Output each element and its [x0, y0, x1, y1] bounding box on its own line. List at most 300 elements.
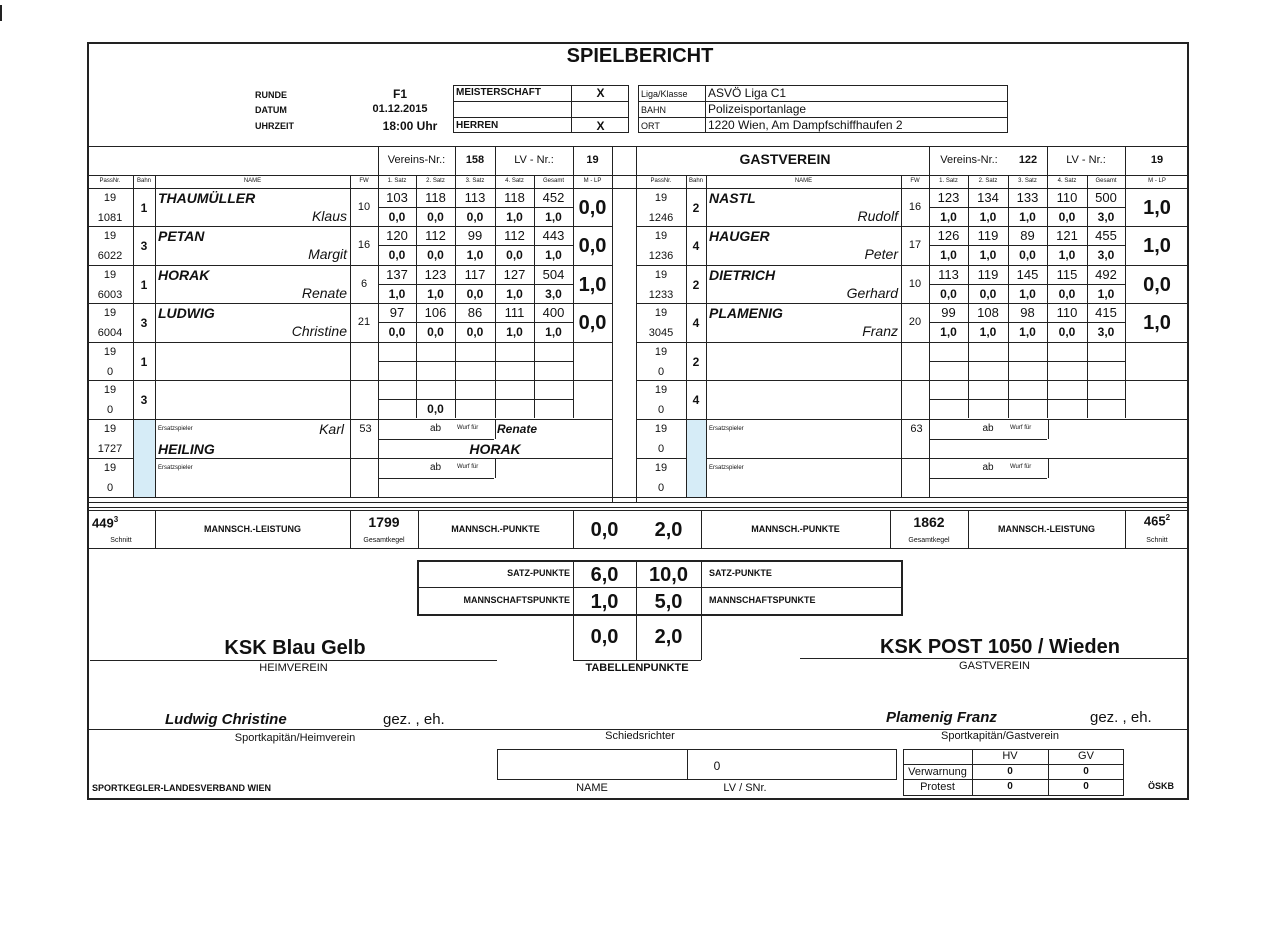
player-mlp: 1,0 [1143, 312, 1171, 334]
satz-guest: 10,0 [649, 564, 688, 586]
column-header: 2. Satz [978, 178, 998, 184]
grid-line [87, 458, 612, 459]
home-punkte-label: MANNSCH.-PUNKTE [451, 524, 540, 534]
liga-label: Liga/Klasse [641, 89, 688, 99]
referee-name-label: NAME [576, 782, 608, 794]
satz-score: 443 [542, 228, 565, 243]
player-firstname: Renate [301, 285, 347, 301]
satz-score: 127 [503, 267, 526, 282]
grid-line [901, 175, 902, 188]
grid-line [87, 342, 612, 343]
grid-line [929, 284, 1125, 285]
grid-line [636, 380, 1189, 381]
grid-line [416, 175, 417, 188]
herren-mark: X [596, 119, 605, 133]
sub-lastname: HEILING [158, 441, 215, 457]
satz-point: 0,0 [466, 287, 484, 301]
player-bahn: 4 [692, 316, 700, 330]
player-firstname: Franz [862, 323, 898, 339]
player-fw: 10 [357, 201, 371, 213]
satz-point: 0,0 [940, 287, 957, 301]
guest-schnitt [1125, 514, 1189, 527]
empty-lv: 19 [103, 384, 117, 396]
player-firstname: Gerhard [846, 285, 898, 301]
player-lastname: NASTL [709, 190, 756, 206]
satz-point: 1,0 [940, 248, 957, 262]
satz-point: 0,0 [427, 248, 444, 262]
satz-point: 0,0 [1019, 248, 1036, 262]
satz-point: 1,0 [1019, 325, 1036, 339]
satz-score: 120 [386, 228, 408, 243]
satz-score: 117 [464, 267, 486, 282]
guest-schnitt-value: 465 [1143, 513, 1166, 529]
player-mlp: 1,0 [578, 274, 607, 296]
grid-line [378, 361, 573, 362]
satz-point: 0,0 [466, 210, 484, 224]
guest-club-label: GASTVEREIN [959, 660, 1030, 672]
ersatz-bahn-cell [687, 420, 706, 497]
player-lv: 19 [103, 192, 117, 204]
satz-score: 415 [1095, 305, 1117, 320]
verwarnung-gv: 0 [1083, 766, 1089, 777]
guest-punkte: 2,0 [654, 519, 683, 541]
guest-club: KSK POST 1050 / Wieden [880, 636, 1120, 658]
datum-label: DATUM [255, 105, 287, 115]
column-header: Bahn [688, 178, 703, 184]
satz-point: 1,0 [545, 248, 562, 262]
satz-score: 98 [1020, 305, 1035, 320]
home-schnitt-label: Schnitt [110, 537, 132, 544]
satz-score: 112 [504, 228, 525, 243]
grid-line [378, 478, 494, 479]
satz-point: 0,0 [979, 287, 997, 301]
grid-line [636, 265, 1189, 266]
satz-score: 110 [1056, 305, 1078, 320]
grid-line [686, 175, 687, 188]
satz-point: 0,0 [388, 210, 406, 224]
satz-point: 1,0 [979, 248, 997, 262]
empty-bahn: 4 [692, 393, 700, 407]
meisterschaft-label: MEISTERSCHAFT [456, 87, 541, 98]
referee-lv-label: LV / SNr. [723, 782, 767, 794]
guest-captain: Plamenig Franz [886, 709, 997, 726]
home-vereins-nr: 158 [465, 154, 485, 166]
satz-score: 134 [977, 190, 999, 205]
sub-passnr: 0 [657, 482, 665, 494]
empty-lv: 19 [654, 346, 668, 358]
grid-line [378, 207, 573, 208]
ab-label: ab [429, 462, 442, 473]
grid-line [636, 226, 1189, 227]
guest-header: GASTVEREIN [739, 151, 831, 167]
grid-line [495, 459, 496, 478]
player-bahn: 2 [692, 278, 700, 292]
satz-point: 0,0 [388, 325, 406, 339]
satz-point: 1,0 [545, 325, 562, 339]
meisterschaft-mark: X [596, 86, 605, 100]
satz-score: 504 [542, 267, 565, 282]
player-fw: 21 [357, 316, 371, 328]
bahn-label: BAHN [641, 105, 667, 115]
grid-line [929, 175, 930, 188]
runde-label: RUNDE [255, 90, 288, 100]
grid-line [706, 175, 707, 188]
home-gez: gez. , eh. [383, 711, 445, 728]
home-schnitt [92, 516, 118, 529]
mp-guest: 5,0 [654, 591, 683, 613]
player-passnr: 1233 [648, 289, 674, 301]
grid-line [133, 175, 134, 188]
player-firstname: Rudolf [857, 208, 898, 224]
empty-bahn: 1 [140, 355, 148, 369]
grid-line [1087, 175, 1088, 188]
grid-line [155, 175, 156, 188]
empty-passnr: 0 [106, 366, 114, 378]
wurf-label: Wurf für [1010, 464, 1032, 470]
ersatz-label: Ersatzspieler [709, 426, 744, 432]
player-lv: 19 [654, 269, 668, 281]
player-mlp: 1,0 [1143, 235, 1171, 257]
ort-label: ORT [641, 121, 660, 131]
guest-schnitt-rank: 2 [1165, 513, 1171, 522]
ort-value: 1220 Wien, Am Dampfschiffhaufen 2 [708, 118, 903, 132]
player-lastname: PLAMENIG [709, 305, 783, 321]
grid-line [686, 188, 687, 497]
player-firstname: Margit [308, 246, 347, 262]
sub-wurf: 53 [359, 423, 372, 435]
satz-score: 137 [386, 267, 408, 282]
satz-point: 3,0 [1097, 248, 1115, 262]
grid-line [87, 265, 612, 266]
guest-captain-label: Sportkapitän/Gastverein [940, 730, 1059, 742]
satz-point: 0,0 [427, 325, 444, 339]
guest-leistung-label: MANNSCH.-LEISTUNG [998, 524, 1095, 534]
grid-line [636, 419, 1189, 420]
guest-lv-label: LV - Nr.: [1066, 154, 1106, 166]
player-fw: 10 [908, 278, 922, 290]
grid-line [350, 175, 351, 188]
footer-left: SPORTKEGLER-LANDESVERBAND WIEN [92, 783, 272, 793]
home-lv-nr: 19 [586, 154, 599, 166]
grid-line [378, 284, 573, 285]
player-lastname: LUDWIG [158, 305, 215, 321]
player-mlp: 0,0 [578, 235, 607, 257]
herren-label: HERREN [456, 120, 499, 131]
satz-score: 455 [1095, 228, 1117, 243]
satz-score: 118 [425, 190, 446, 205]
satz-score: 113 [464, 190, 486, 205]
satz-score: 123 [937, 190, 960, 205]
satz-score: 118 [504, 190, 525, 205]
home-club-label: HEIMVEREIN [259, 662, 328, 674]
satz-score: 86 [467, 305, 483, 320]
satz-score: 145 [1016, 267, 1039, 282]
player-lv: 19 [654, 192, 668, 204]
grid-line [573, 175, 574, 188]
column-header: FW [359, 178, 369, 184]
player-fw: 17 [908, 239, 922, 251]
grid-line [1008, 175, 1009, 188]
protest-label: Protest [920, 781, 955, 793]
footer-right: ÖSKB [1148, 781, 1175, 791]
grid-line [534, 175, 535, 188]
satz-score: 99 [941, 305, 956, 320]
protest-gv: 0 [1083, 781, 1089, 792]
satz-point: 1,0 [506, 210, 523, 224]
home-club: KSK Blau Gelb [224, 637, 366, 659]
grid-line [929, 478, 1047, 479]
column-header: Bahn [136, 178, 151, 184]
satz-score: 492 [1095, 267, 1117, 282]
satz-point: 0,0 [466, 325, 484, 339]
grid-line [133, 188, 134, 497]
grid-line [1125, 175, 1126, 188]
home-captain: Ludwig Christine [165, 711, 287, 728]
guest-vereins-label: Vereins-Nr.: [940, 154, 998, 166]
column-header: PassNr. [99, 178, 121, 184]
ab-label: ab [982, 462, 994, 473]
player-mlp: 0,0 [578, 312, 607, 334]
grid-line [636, 303, 1189, 304]
player-mlp: 0,0 [578, 197, 607, 219]
guest-schnitt-label: Schnitt [1146, 537, 1168, 544]
grid-line [495, 420, 496, 439]
guest-gez: gez. , eh. [1090, 709, 1152, 726]
schiri-label: Schiedsrichter [605, 730, 675, 742]
ersatz-bahn-cell [134, 420, 155, 497]
satz-score: 113 [938, 267, 959, 282]
satz-point: 1,0 [466, 248, 484, 262]
player-passnr: 6022 [97, 250, 123, 262]
column-header: NAME [243, 178, 262, 184]
satz-point: 0,0 [427, 210, 444, 224]
satz-point: 0,0 [506, 248, 523, 262]
column-header: 1. Satz [387, 178, 407, 184]
satz-point: 1,0 [979, 325, 997, 339]
player-fw: 6 [360, 278, 368, 290]
player-bahn: 1 [140, 278, 148, 292]
satz-score: 111 [504, 305, 525, 320]
satz-point: 0,0 [388, 248, 406, 262]
column-header: 3. Satz [465, 178, 485, 184]
home-leistung-label: MANNSCH.-LEISTUNG [204, 524, 301, 534]
sub-for-first: Renate [497, 422, 538, 436]
sub-passnr: 1727 [97, 443, 123, 455]
player-passnr: 1081 [97, 212, 123, 224]
wurf-label: Wurf für [1010, 425, 1032, 431]
satz-point: 1,0 [940, 325, 957, 339]
ersatz-label: Ersatzspieler [709, 465, 744, 471]
bahn-value: Polizeisportanlage [708, 102, 807, 116]
column-header: NAME [794, 178, 813, 184]
column-header: 3. Satz [1018, 178, 1037, 184]
player-lv: 19 [654, 230, 668, 242]
empty-bahn: 3 [140, 393, 148, 407]
player-lastname: DIETRICH [709, 267, 776, 283]
grid-line [87, 303, 612, 304]
runde-value: F1 [392, 87, 407, 101]
sub-lv: 19 [103, 423, 117, 435]
satz-point: 0,0 [1058, 325, 1076, 339]
player-fw: 16 [357, 239, 371, 251]
column-header: 4. Satz [1057, 178, 1077, 184]
satz-point: 1,0 [940, 210, 957, 224]
column-header: Gesamt [542, 178, 564, 184]
satz-point: 1,0 [1019, 210, 1036, 224]
satz-point: 1,0 [979, 210, 997, 224]
grid-line [378, 399, 573, 400]
guest-punkte-label: MANNSCH.-PUNKTE [751, 524, 840, 534]
player-bahn: 1 [140, 201, 148, 215]
grid-line [929, 207, 1125, 208]
tp-label: TABELLENPUNKTE [585, 662, 689, 674]
satz-score: 126 [937, 228, 960, 243]
satz-score: 123 [424, 267, 447, 282]
grid-line [929, 245, 1125, 246]
player-lastname: HORAK [158, 267, 210, 283]
satz-score: 119 [977, 267, 999, 282]
sub-lv: 19 [103, 462, 117, 474]
player-lastname: THAUMÜLLER [158, 190, 256, 206]
player-firstname: Klaus [311, 208, 347, 224]
verwarnung-label: Verwarnung [908, 766, 967, 778]
tp-guest: 2,0 [654, 626, 683, 648]
satz-score: 106 [424, 305, 447, 320]
sub-lv: 19 [654, 423, 668, 435]
grid-line [929, 322, 1125, 323]
player-bahn: 3 [140, 239, 148, 253]
sub-lv: 19 [654, 462, 668, 474]
sub-wurf: 63 [910, 423, 923, 435]
column-header: FW [910, 178, 920, 184]
grid-line [378, 322, 573, 323]
satz-point: 1,0 [506, 287, 523, 301]
hv-label: HV [1002, 750, 1018, 762]
mp-label-home: MANNSCHAFTSPUNKTE [463, 595, 570, 605]
column-header: 1. Satz [939, 178, 958, 184]
satz-score: 452 [542, 190, 565, 205]
uhrzeit-label: UHRZEIT [255, 121, 294, 131]
satz-score: 97 [389, 305, 405, 320]
player-firstname: Peter [864, 246, 898, 262]
satz-point: 1,0 [388, 287, 406, 301]
player-lastname: HAUGER [709, 228, 770, 244]
gv-label: GV [1078, 750, 1094, 762]
referee-lv-value: 0 [713, 759, 721, 773]
satz-point: 1,0 [506, 325, 523, 339]
satz-score: 115 [1056, 267, 1078, 282]
sub-firstname: Karl [319, 421, 344, 437]
satz-score: 110 [1056, 190, 1078, 205]
empty-passnr: 0 [657, 404, 665, 416]
player-lv: 19 [103, 269, 117, 281]
satz-score: 400 [542, 305, 565, 320]
satz-score: 108 [977, 305, 999, 320]
player-passnr: 6003 [97, 289, 123, 301]
home-gesamtkegel-label: Gesamtkegel [363, 537, 405, 544]
satz-point: 3,0 [1097, 210, 1115, 224]
empty-lv: 19 [654, 384, 668, 396]
empty-passnr: 0 [106, 404, 114, 416]
column-header: M - LP [1148, 178, 1166, 184]
home-gesamtkegel: 1799 [368, 514, 400, 530]
guest-vereins-nr: 122 [1018, 154, 1038, 166]
ab-label: ab [982, 423, 994, 434]
player-fw: 16 [908, 201, 922, 213]
tp-home: 0,0 [590, 626, 619, 648]
satz-score: 103 [386, 190, 408, 205]
player-passnr: 3045 [648, 327, 674, 339]
satz-point: 3,0 [545, 287, 562, 301]
uhrzeit-value: 18:00 Uhr [382, 119, 438, 133]
player-lv: 19 [654, 307, 668, 319]
player-passnr: 1246 [648, 212, 674, 224]
ersatz-label: Ersatzspieler [158, 426, 193, 432]
datum-value: 01.12.2015 [372, 103, 428, 115]
satz-score: 89 [1020, 228, 1035, 243]
player-passnr: 6004 [97, 327, 123, 339]
home-punkte: 0,0 [590, 519, 619, 541]
home-lv-label: LV - Nr.: [514, 154, 554, 166]
player-lastname: PETAN [158, 228, 205, 244]
grid-line [1048, 420, 1049, 439]
satz-score: 99 [467, 228, 483, 243]
empty-extra: 0,0 [427, 402, 444, 416]
grid-line [87, 380, 612, 381]
grid-line [929, 361, 1125, 362]
home-schnitt-value: 449 [92, 515, 114, 531]
player-lv: 19 [103, 230, 117, 242]
grid-line [929, 399, 1125, 400]
satz-point: 0,0 [1058, 210, 1076, 224]
player-mlp: 1,0 [1143, 197, 1171, 219]
satz-point: 1,0 [1097, 287, 1115, 301]
player-firstname: Christine [291, 323, 347, 339]
grid-line [378, 175, 379, 188]
player-lv: 19 [103, 307, 117, 319]
satz-score: 121 [1056, 228, 1078, 243]
satz-point: 0,0 [1058, 287, 1076, 301]
mp-label-guest: MANNSCHAFTSPUNKTE [709, 595, 816, 605]
protest-hv: 0 [1007, 781, 1013, 792]
sub-for-last: HORAK [469, 441, 521, 457]
grid-line [968, 175, 969, 188]
player-mlp: 0,0 [1143, 274, 1171, 296]
wurf-label: Wurf für [457, 425, 479, 431]
mp-home: 1,0 [590, 591, 619, 613]
grid-line [636, 458, 1189, 459]
home-vereins-label: Vereins-Nr.: [387, 154, 446, 166]
grid-line [929, 439, 1047, 440]
wurf-label: Wurf für [457, 464, 479, 470]
home-captain-label: Sportkapitän/Heimverein [234, 732, 356, 744]
grid-line [636, 342, 1189, 343]
player-fw: 20 [908, 316, 922, 328]
ersatz-label: Ersatzspieler [158, 465, 193, 471]
column-header: M - LP [583, 178, 602, 184]
player-passnr: 1236 [648, 250, 674, 262]
home-schnitt-rank: 3 [113, 515, 119, 524]
grid-line [87, 226, 612, 227]
satz-point: 1,0 [1019, 287, 1036, 301]
guest-gesamtkegel: 1862 [913, 514, 945, 530]
grid-line [1048, 459, 1049, 478]
player-bahn: 3 [140, 316, 148, 330]
grid-line [1047, 175, 1048, 188]
player-bahn: 2 [692, 201, 700, 215]
satz-score: 112 [425, 228, 446, 243]
satz-label-guest: SATZ-PUNKTE [709, 568, 772, 578]
